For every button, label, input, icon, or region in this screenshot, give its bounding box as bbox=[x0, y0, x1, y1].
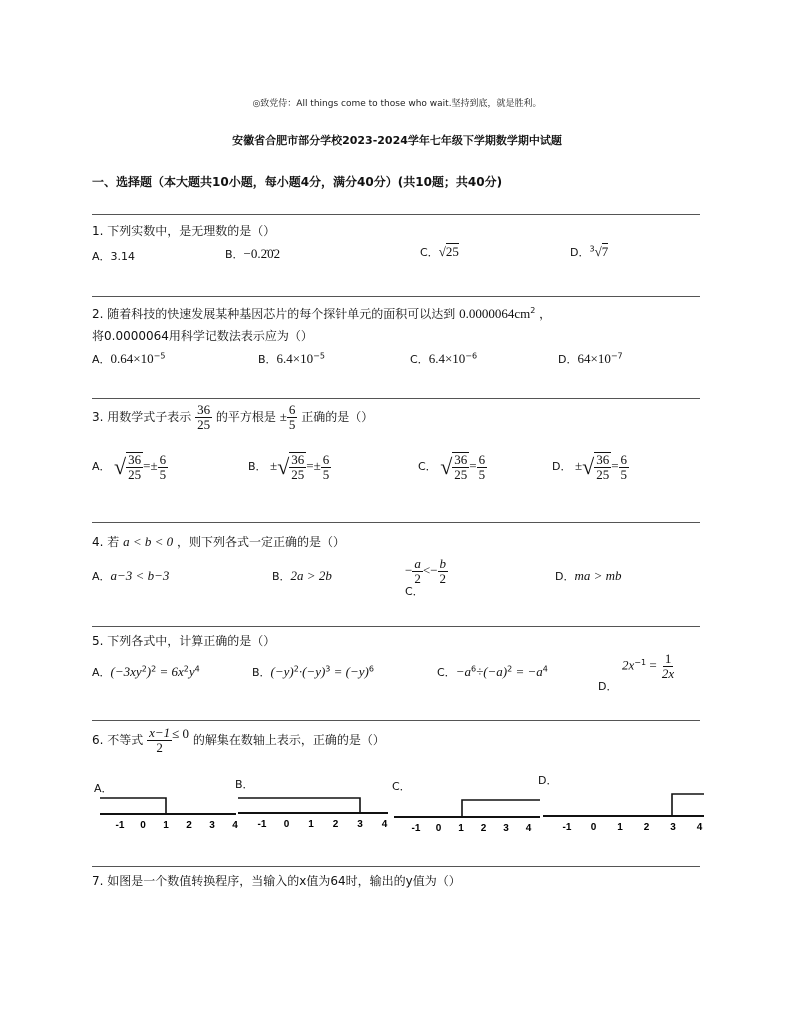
q3-fraction bbox=[195, 403, 212, 432]
tick-label: 3 bbox=[209, 820, 215, 831]
solution-region-bracket bbox=[100, 798, 166, 814]
q1-c-label: C． bbox=[420, 246, 439, 259]
q4-option-d bbox=[555, 568, 622, 584]
q3-b-label: B． bbox=[248, 460, 267, 473]
q4-option-b bbox=[272, 568, 332, 584]
q4-c-lt: < bbox=[422, 562, 431, 578]
tick-label: 4 bbox=[381, 819, 388, 830]
q3-num: 36 bbox=[197, 402, 211, 417]
q2-c-label: C． bbox=[410, 353, 429, 366]
q2-option-a bbox=[92, 351, 165, 367]
q1-option-b bbox=[225, 246, 280, 262]
tick-label: 4 bbox=[525, 823, 532, 834]
q6-number-line-c bbox=[394, 800, 540, 834]
tick-label: -1 bbox=[411, 823, 421, 834]
q5-b-label: B． bbox=[252, 666, 271, 679]
q2-b-math: 6.4×10 bbox=[276, 351, 314, 366]
section-heading: 一、选择题（本大题共10小题，每小题4分，满分40分）(共10题；共40分) bbox=[92, 175, 503, 189]
q2-option-d bbox=[558, 351, 623, 367]
tick-label: 0 bbox=[435, 823, 442, 834]
tick-label: 2 bbox=[480, 823, 487, 834]
q2-b-label: B． bbox=[258, 353, 277, 366]
q2-d-label: D． bbox=[558, 353, 578, 366]
q3-c-op: = bbox=[469, 458, 477, 473]
q3-a-op: =± bbox=[143, 458, 158, 473]
q5-a-label: A． bbox=[92, 666, 111, 679]
tick-label: 1 bbox=[163, 820, 169, 831]
q3-b-op: =± bbox=[306, 458, 321, 473]
q6-d-label: D． bbox=[538, 774, 558, 787]
q5-stem: 5. 下列各式中，计算正确的是（） bbox=[92, 634, 276, 648]
tick-label: 4 bbox=[232, 820, 238, 831]
solution-region-bracket bbox=[672, 794, 704, 816]
q3-den: 25 bbox=[197, 417, 211, 432]
q2-stem-line1 bbox=[92, 305, 551, 322]
divider bbox=[92, 720, 700, 721]
solution-region-bracket bbox=[462, 800, 540, 817]
q6-le: ≤ 0 bbox=[172, 726, 190, 741]
q1-option-a: A．3.14 bbox=[92, 250, 136, 263]
q1-option-c: C．√25 bbox=[420, 244, 459, 259]
q2-stem-text: 2. 随着科技的快速发展某种基因芯片的每个探针单元的面积可以达到 bbox=[92, 307, 456, 321]
tick-label: 0 bbox=[140, 820, 146, 831]
tick-label: 3 bbox=[670, 822, 676, 833]
tick-label: 2 bbox=[643, 822, 650, 833]
q1-d-label: D． bbox=[570, 246, 590, 259]
q3-d-pm: ± bbox=[574, 458, 583, 473]
divider bbox=[92, 522, 700, 523]
q2-c-math: 6.4×10 bbox=[428, 351, 466, 366]
q2-b-sup: −5 bbox=[313, 351, 325, 361]
divider bbox=[92, 398, 700, 399]
q2-stem-end: ， bbox=[539, 307, 552, 321]
q2-a-sup: −5 bbox=[153, 351, 166, 361]
q5-option-c: C．$-a^6\div(-a)^2 = -a^4$ bbox=[437, 664, 548, 679]
q4-option-a bbox=[92, 568, 169, 584]
q3-option-d: D． ±√ $\frac{36}{25}$ = $\frac{6}{5}$ bbox=[552, 451, 628, 482]
q1-c-radicand: 25 bbox=[445, 244, 459, 259]
q5-a-l: (−3xy bbox=[110, 664, 142, 679]
q6-number-line-d bbox=[543, 794, 704, 833]
q4-stem-pre: 4. 若 bbox=[92, 535, 120, 549]
q1-d-index: 3 bbox=[589, 244, 595, 254]
tick-label: 4 bbox=[696, 822, 703, 833]
tick-label: 1 bbox=[308, 819, 314, 830]
q3-d-label: D． bbox=[552, 460, 572, 473]
q4-stem-post: ，则下列各式一定正确的是（） bbox=[176, 535, 345, 549]
q3-stem-mid: 的平方根是 bbox=[215, 410, 276, 424]
q2-a-math: 0.64×10 bbox=[110, 351, 154, 366]
tick-label: 1 bbox=[458, 823, 464, 834]
divider bbox=[92, 214, 700, 215]
q3-option-b: B． ±√ $\frac{36}{25}$ =± $\frac{6}{5}$ bbox=[248, 451, 330, 482]
q4-c-label: C． bbox=[405, 585, 424, 598]
tick-label: 1 bbox=[617, 822, 623, 833]
q6-stem-pre: 6. 不等式 bbox=[92, 733, 144, 747]
q6-c-label: C． bbox=[392, 780, 411, 793]
q4-stem bbox=[92, 533, 345, 550]
q6-den: 2 bbox=[156, 740, 163, 755]
q2-option-c bbox=[410, 351, 477, 367]
tick-label: 0 bbox=[283, 819, 290, 830]
q7-stem: 7. 如图是一个数值转换程序，当输入的x值为64时，输出的y值为（） bbox=[92, 874, 461, 888]
q4-b-label: B． bbox=[272, 570, 291, 583]
q6-number-line-b bbox=[238, 798, 388, 830]
tick-label: 0 bbox=[590, 822, 597, 833]
q3-den2: 5 bbox=[288, 417, 296, 432]
q3-option-a: A． √ $\frac{36}{25}$ =± $\frac{6}{5}$ bbox=[92, 451, 167, 482]
q3-stem bbox=[92, 403, 373, 432]
q1-stem: 1. 下列实数中，是无理数的是（） bbox=[92, 224, 276, 238]
q4-option-c: − $\frac{a}{2}$ <− $\frac{b}{2}$ bbox=[405, 556, 447, 586]
divider bbox=[92, 296, 700, 297]
q5-c-label: C． bbox=[437, 666, 456, 679]
q4-a-math: a−3 < b−3 bbox=[110, 568, 170, 583]
q2-stem-line2: 将0.0000064用科学记数法表示应为（） bbox=[92, 329, 313, 343]
q2-d-sup: −7 bbox=[610, 351, 623, 361]
q3-fraction2 bbox=[287, 403, 298, 432]
q3-b-pm: ± bbox=[270, 458, 278, 473]
q4-d-label: D． bbox=[555, 570, 575, 583]
q6-num: x−1 bbox=[149, 725, 171, 740]
motto-text: ◎致党侍：All things come to those who wait.坚持到底，就是胜利。 bbox=[252, 99, 542, 109]
tick-label: 2 bbox=[186, 820, 192, 831]
q6-b-label: B． bbox=[235, 778, 254, 791]
q4-d-math: ma > mb bbox=[574, 568, 622, 583]
q3-stem-post: 正确的是（） bbox=[301, 410, 374, 424]
q6-number-lines bbox=[0, 790, 794, 840]
q5-option-d: $2x^{-1}$ = $\frac{1}{2x}$ bbox=[622, 651, 675, 681]
q1-option-d: D．$^3$√7 bbox=[570, 244, 609, 259]
q3-d-op: = bbox=[611, 458, 619, 473]
tick-label: 3 bbox=[503, 823, 509, 834]
exam-title: 安徽省合肥市部分学校2023-2024学年七年级下学期数学期中试题 bbox=[232, 134, 562, 147]
q5-d-label: D． bbox=[598, 680, 618, 693]
q4-condition: a < b < 0 bbox=[123, 534, 174, 549]
q2-stem-sup: 2 bbox=[530, 306, 536, 315]
q4-b-math: 2a > 2b bbox=[290, 568, 332, 583]
q3-option-c: C． √ $\frac{36}{25}$ = $\frac{6}{5}$ bbox=[418, 451, 486, 482]
q4-a-label: A． bbox=[92, 570, 111, 583]
q3-c-label: C． bbox=[418, 460, 437, 473]
divider bbox=[92, 866, 700, 867]
q5-option-a: A．$(-3xy^2)^2 = 6x^2y^4$ bbox=[92, 664, 200, 679]
solution-region-bracket bbox=[238, 798, 360, 813]
q3-stem-pre: 3. 用数学式子表示 bbox=[92, 410, 192, 424]
tick-label: -1 bbox=[257, 819, 267, 830]
q6-a-label: A． bbox=[94, 782, 113, 795]
q6-stem-post: 的解集在数轴上表示，正确的是（） bbox=[192, 733, 385, 747]
q1-d-radicand: 7 bbox=[601, 244, 609, 259]
q6-number-line-a bbox=[100, 798, 238, 831]
q2-a-label: A． bbox=[92, 353, 111, 366]
q2-c-sup: −6 bbox=[465, 351, 478, 361]
q3-a-label: A． bbox=[92, 460, 111, 473]
q1-b-math: −0.2̇0̇2 bbox=[243, 246, 281, 261]
q2-stem-area: 0.0000064cm bbox=[459, 306, 531, 321]
q2-option-b bbox=[258, 351, 325, 367]
q5-option-b: B．$(-y)^2\cdot(-y)^3 = (-y)^6$ bbox=[252, 664, 374, 679]
tick-label: -1 bbox=[115, 820, 125, 831]
tick-label: 2 bbox=[332, 819, 339, 830]
q1-b-label: B． bbox=[225, 248, 244, 261]
tick-label: 3 bbox=[357, 819, 363, 830]
divider bbox=[92, 626, 700, 627]
q2-d-math: 64×10 bbox=[577, 351, 611, 366]
q3-pm: ± bbox=[279, 409, 287, 424]
q3-num2: 6 bbox=[288, 402, 296, 417]
q6-stem bbox=[92, 726, 385, 755]
tick-label: -1 bbox=[562, 822, 572, 833]
